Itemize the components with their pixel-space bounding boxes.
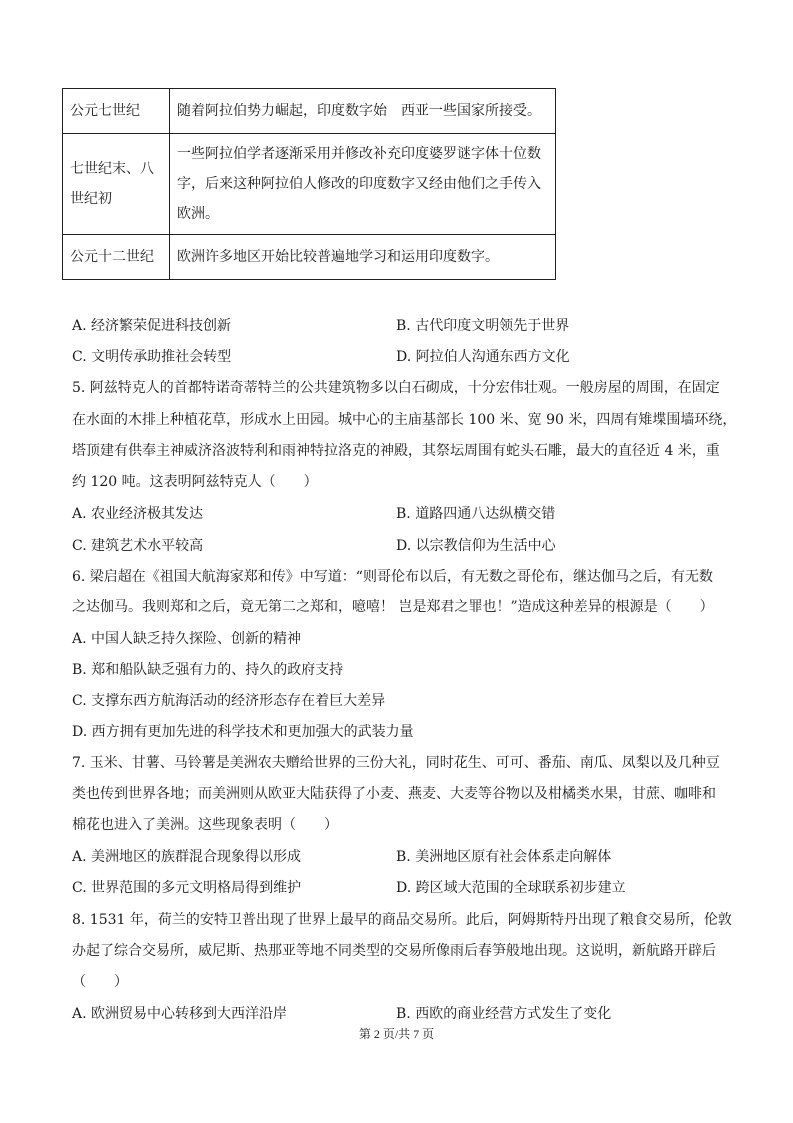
period-cell [63, 134, 170, 235]
page-number: 第 2 页/共 7 页 [358, 1027, 435, 1041]
option-b: B. 道路四通八达纵横交错 [396, 506, 556, 522]
event-cell: 欧洲许多地区开始比较普遍地学习和运用印度数字。 [170, 235, 556, 280]
option-c: C. 文明传承助推社会转型 [72, 349, 232, 365]
event-cell: 随着阿拉伯势力崛起，印度数字始 西亚一些国家所接受。 [170, 89, 556, 134]
option-b: B. 郑和船队缺乏强有力的、持久的政府支持 [72, 662, 344, 678]
question-5-line: 塔顶建有供奉主神威济洛波特利和雨神特拉洛克的神殿，其祭坛周围有蛇头石雕，最大的直径近 4 米，重 [72, 443, 720, 459]
question-7-line: 7. 玉米、甘薯、马铃薯是美洲农夫赠给世界的三份大礼，同时花生、可可、番茄、南瓜、凤梨以及几种豆 [72, 755, 720, 771]
option-c: C. 世界范围的多元文明格局得到维护 [72, 880, 302, 896]
question-5-line: 5. 阿兹特克人的首都特诺奇蒂特兰的公共建筑物多以白石砌成，十分宏伟壮观。一般房屋的周围，在固定 [72, 380, 720, 396]
question-8-line: 8. 1531 年，荷兰的安特卫普出现了世界上最早的商品交易所。此后，阿姆斯特丹出现了粮食交易所，伦敦 [72, 912, 732, 928]
option-a: A. 美洲地区的族群混合现象得以形成 [72, 849, 302, 865]
question-6-line: 之达伽马。我则郑和之后，竟无第二之郑和，噫嘻！ 岂是郑君之罪也！”造成这种差异的根源是（ ） [72, 599, 714, 615]
table-row [63, 89, 556, 134]
option-d: D. 跨区域大范围的全球联系初步建立 [396, 880, 626, 896]
timeline-table [62, 88, 556, 280]
question-8-line: （ ） [72, 974, 128, 990]
event-line: 欧洲。 [177, 206, 219, 222]
option-b: B. 美洲地区原有社会体系走向解体 [396, 849, 612, 865]
period-cell: 公元十二世纪 [63, 235, 170, 280]
option-d: D. 以宗教信仰为生活中心 [396, 538, 556, 554]
period-line: 世纪初 [70, 191, 112, 207]
option-c: C. 支撑东西方航海活动的经济形态存在着巨大差异 [72, 693, 386, 709]
option-b: B. 西欧的商业经营方式发生了变化 [396, 1006, 612, 1022]
table-row [63, 134, 556, 235]
event-line: 字，后来这种阿拉伯人修改的印度数字又经由他们之手传入 [177, 176, 541, 192]
option-a: A. 欧洲贸易中心转移到大西洋沿岸 [72, 1006, 288, 1022]
option-a: A. 中国人缺乏持久探险、创新的精神 [72, 631, 302, 647]
table-row [63, 235, 556, 280]
question-5-line: 约 120 吨。这表明阿兹特克人（ ） [72, 474, 318, 490]
option-d: D. 阿拉伯人沟通东西方文化 [396, 349, 570, 365]
event-cell [170, 134, 556, 235]
period-cell: 公元七世纪 [63, 89, 170, 134]
event-line: 一些阿拉伯学者逐渐采用并修改补充印度婆罗谜字体十位数 [177, 146, 541, 162]
option-d: D. 西方拥有更加先进的科学技术和更加强大的武装力量 [72, 724, 414, 740]
question-5-line: 在水面的木排上种植花草，形成水上田园。城中心的主庙基部长 100 米、宽 90 米，四周有雉堞围墙环绕， [72, 412, 737, 428]
option-a: A. 经济繁荣促进科技创新 [72, 318, 232, 334]
question-7-line: 类也传到世界各地；而美洲则从欧亚大陆获得了小麦、燕麦、大麦等谷物以及柑橘类水果，甘蔗、咖啡和 [72, 786, 716, 802]
question-8-line: 办起了综合交易所，威尼斯、热那亚等地不同类型的交易所像雨后春笋般地出现。这说明，新航路开辟后 [72, 943, 716, 959]
option-b: B. 古代印度文明领先于世界 [396, 318, 570, 334]
option-c: C. 建筑艺术水平较高 [72, 538, 204, 554]
question-7-line: 棉花也进入了美洲。这些现象表明（ ） [72, 817, 338, 833]
option-a: A. 农业经济极其发达 [72, 506, 204, 522]
question-6-line: 6. 梁启超在《祖国大航海家郑和传》中写道：“则哥伦布以后，有无数之哥伦布，继达伽马之后，有无数 [72, 569, 713, 585]
period-line: 七世纪末、八 [70, 161, 154, 177]
